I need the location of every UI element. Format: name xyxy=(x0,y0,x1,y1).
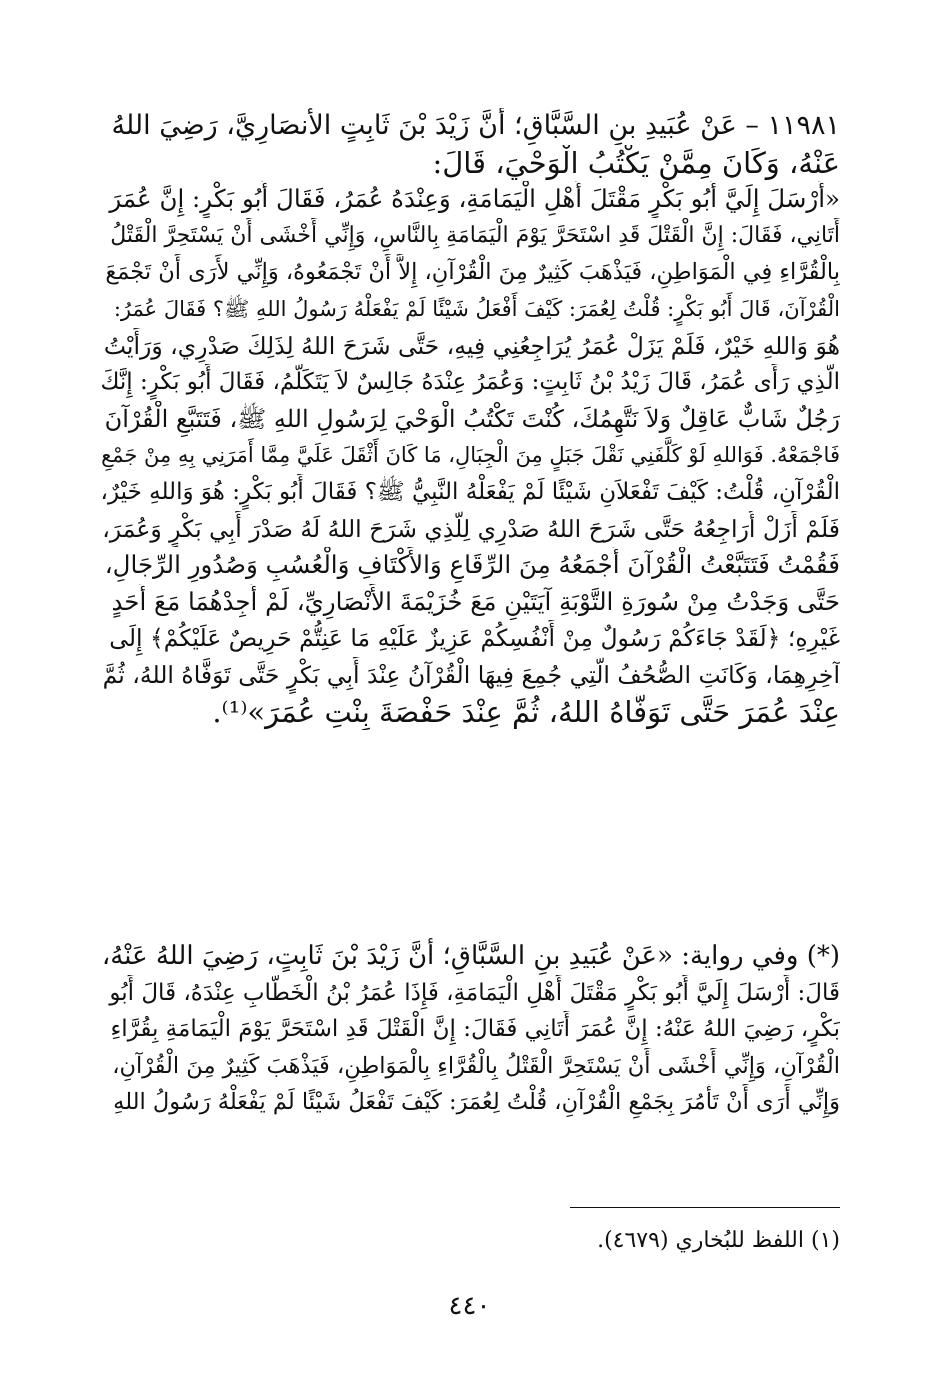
hadith-main-text xyxy=(100,108,840,730)
text-line: الْقُرْآنِ، قُلْتُ: كَيْفَ تَفْعَلاَنِ شَيْئًا لَمْ يَفْعَلْهُ النَّبِيُّ ﷺ؟ فَقَالَ أَبُو بَكْرٍ: هُوَ وَاللهِ خَيْرٌ، xyxy=(100,478,840,505)
text-line: فَلَمْ أَزَلْ أُرَاجِعُهُ حَتَّى شَرَحَ اللهُ صَدْرِي لِلَّذِي شَرَحَ اللهُ لَهُ صَدْرَ أَبِي بَكْرٍ وَعُمَرَ، xyxy=(102,514,840,543)
text-line: بِالْقُرَّاءِ فِي الْمَوَاطِنِ، فَيَذْهَبَ كَثِيرٌ مِنَ الْقُرْآنِ، إِلاَّ أَنْ تَجْمَعُوهُ، وَإِنِّي لأَرَى أَنْ تَجْمَعَ xyxy=(105,259,840,286)
text-line: الْقُرْآنِ، وَإِنِّي أَخْشَى أَنْ يَسْتَحِرَّ الْقَتْلُ بِالْقُرَّاءِ بِالْمَوَاطِنِ، فَيَذْهَبَ كَثِيرٌ مِنَ الْقُرْآنِ، xyxy=(112,1052,840,1079)
text-line: رَجُلٌ شَابٌّ عَاقِلٌ وَلاَ نَتَّهِمُكَ، كُنْتَ تَكْتُبُ الْوَحْيَ لِرَسُولِ اللهِ ﷺ، فَتَتَبَّعِ الْقُرْآنَ xyxy=(104,404,840,433)
text-line: فَاجْمَعْهُ. فَوَاللهِ لَوْ كَلَّفَنِي نَقْلَ جَبَلٍ مِنَ الْجِبَالِ، مَا كَانَ أَثْقَلَ عَلَيَّ مِمَّا أَمَرَنِي بِهِ مِنْ جَمْعِ xyxy=(101,443,840,468)
text-line: حَتَّى وَجَدْتُ مِنْ سُورَةِ التَّوْبَةِ آيَتَيْنِ مَعَ خُزَيْمَةَ الأَنْصَارِيِّ، لَمْ أَجِدْهُمَا مَعَ أَحَدٍ xyxy=(111,586,840,616)
text-line: قَالَ: أَرْسَلَ إِلَيَّ أَبُو بَكْرٍ مَقْتَلَ أَهْلِ الْيَمَامَةِ، فَإِذَا عُمَرُ بْنُ الْخَطَّابِ عِنْدَهُ، قَالَ أَبُو xyxy=(109,979,840,1006)
footnote: (١) اللفظ للبُخاري (٤٦٧٩). xyxy=(597,1228,840,1253)
text-line: (*) وفي رواية: «عَنْ عُبَيدِ بنِ السَّبَّاقِ؛ أَنَّ زَيْدَ بْنَ ثَابِتٍ، رَضِيَ اللهُ عَنْهُ، xyxy=(101,941,840,971)
text-line: هُوَ وَاللهِ خَيْرٌ، فَلَمْ يَزَلْ عُمَرُ يُرَاجِعُنِي فِيهِ، حَتَّى شَرَحَ اللهُ لِذَلِكَ صَدْرِي، وَرَأَيْتُ xyxy=(103,331,840,360)
page-number: ٤٤٠ xyxy=(448,1291,491,1321)
text-line: غَيْرِهِ؛ ﴿لَقَدْ جَاءَكُمْ رَسُولٌ مِنْ أَنْفُسِكُمْ عَزِيزٌ عَلَيْهِ مَا عَنِتُّمْ حَرِيصٌ عَلَيْكُمْ﴾ إِلَى xyxy=(109,624,840,653)
text-line: أَتَانِي، فَقَالَ: إِنَّ الْقَتْلَ قَدِ اسْتَحَرَّ يَوْمَ الْيَمَامَةِ بِالنَّاسِ، وَإِنِّي أَخْشَى أَنْ يَسْتَحِرَّ الْقَتْلُ xyxy=(110,222,840,248)
text-line: بَكْرٍ، رَضِيَ اللهُ عَنْهُ: إِنَّ عُمَرَ أَتَانِي فَقَالَ: إِنَّ الْقَتْلَ قَدِ اسْتَحَرَّ يَوْمَ الْيَمَامَةِ بِقُرَّاءِ xyxy=(110,1016,840,1043)
text-line: آخِرِهِمَا، وَكَانَتِ الصُّحُفُ الَّتِي جُمِعَ فِيهَا الْقُرْآنُ عِنْدَ أَبِي بَكْرٍ حَتَّى تَوَفَّاهُ اللهُ، ثُمَّ xyxy=(102,660,840,689)
text-line: الَّذِي رَأَى عُمَرُ، قَالَ زَيْدُ بْنُ ثَابِتٍ: وَعُمَرُ عِنْدَهُ جَالِسٌ لاَ يَتَكَلَّمُ، فَقَالَ أَبُو بَكْرٍ: إِنَّكَ xyxy=(100,369,840,396)
footnote-divider xyxy=(570,1207,840,1208)
hadith-variant-text xyxy=(100,938,840,1121)
text-line: «أَرْسَلَ إِلَيَّ أَبُو بَكْرٍ مَقْتَلَ أَهْلِ الْيَمَامَةِ، وَعِنْدَهُ عُمَرُ، فَقَالَ أَبُو بَكْرٍ: إِنَّ عُمَرَ xyxy=(109,184,840,214)
text-line: عَنْهُ، وَكَانَ مِمَّنْ يَكْتُبُ الْوَحْيَ، قَالَ: xyxy=(432,145,840,180)
text-line: ١١٩٨١ – عَنْ عُبَيدِ بنِ السَّبَّاقِ؛ أَنَّ زَيْدَ بْنَ ثَابِتٍ الأَنصَارِيَّ، رَضِيَ اللهُ xyxy=(111,110,840,141)
text-line: فَقُمْتُ فَتَتَبَّعْتُ الْقُرْآنَ أَجْمَعُهُ مِنَ الرِّقَاعِ وَالأَكْتَافِ وَالْعُسُبِ وَصُدُورِ الرِّجَالِ، xyxy=(104,550,840,580)
text-line: الْقُرْآنَ، قَالَ أَبُو بَكْرٍ: قُلْتُ لِعُمَرَ: كَيْفَ أَفْعَلُ شَيْئًا لَمْ يَفْعَلْهُ رَسُولُ اللهِ ﷺ؟ فَقَالَ عُمَرُ: xyxy=(113,296,840,321)
text-line: وَإِنِّي أَرَى أَنْ تَأْمُرَ بِجَمْعِ الْقُرْآنِ، قُلْتُ لِعُمَرَ: كَيْفَ تَفْعَلُ شَيْئًا لَمْ يَفْعَلْهُ رَسُولُ اللهِ xyxy=(113,1089,840,1116)
text-line: عِنْدَ عُمَرَ حَتَّى تَوَفَّاهُ اللهُ، ثُمَّ عِنْدَ حَفْصَةَ بِنْتِ عُمَرَ»⁽¹⁾. xyxy=(212,694,840,729)
